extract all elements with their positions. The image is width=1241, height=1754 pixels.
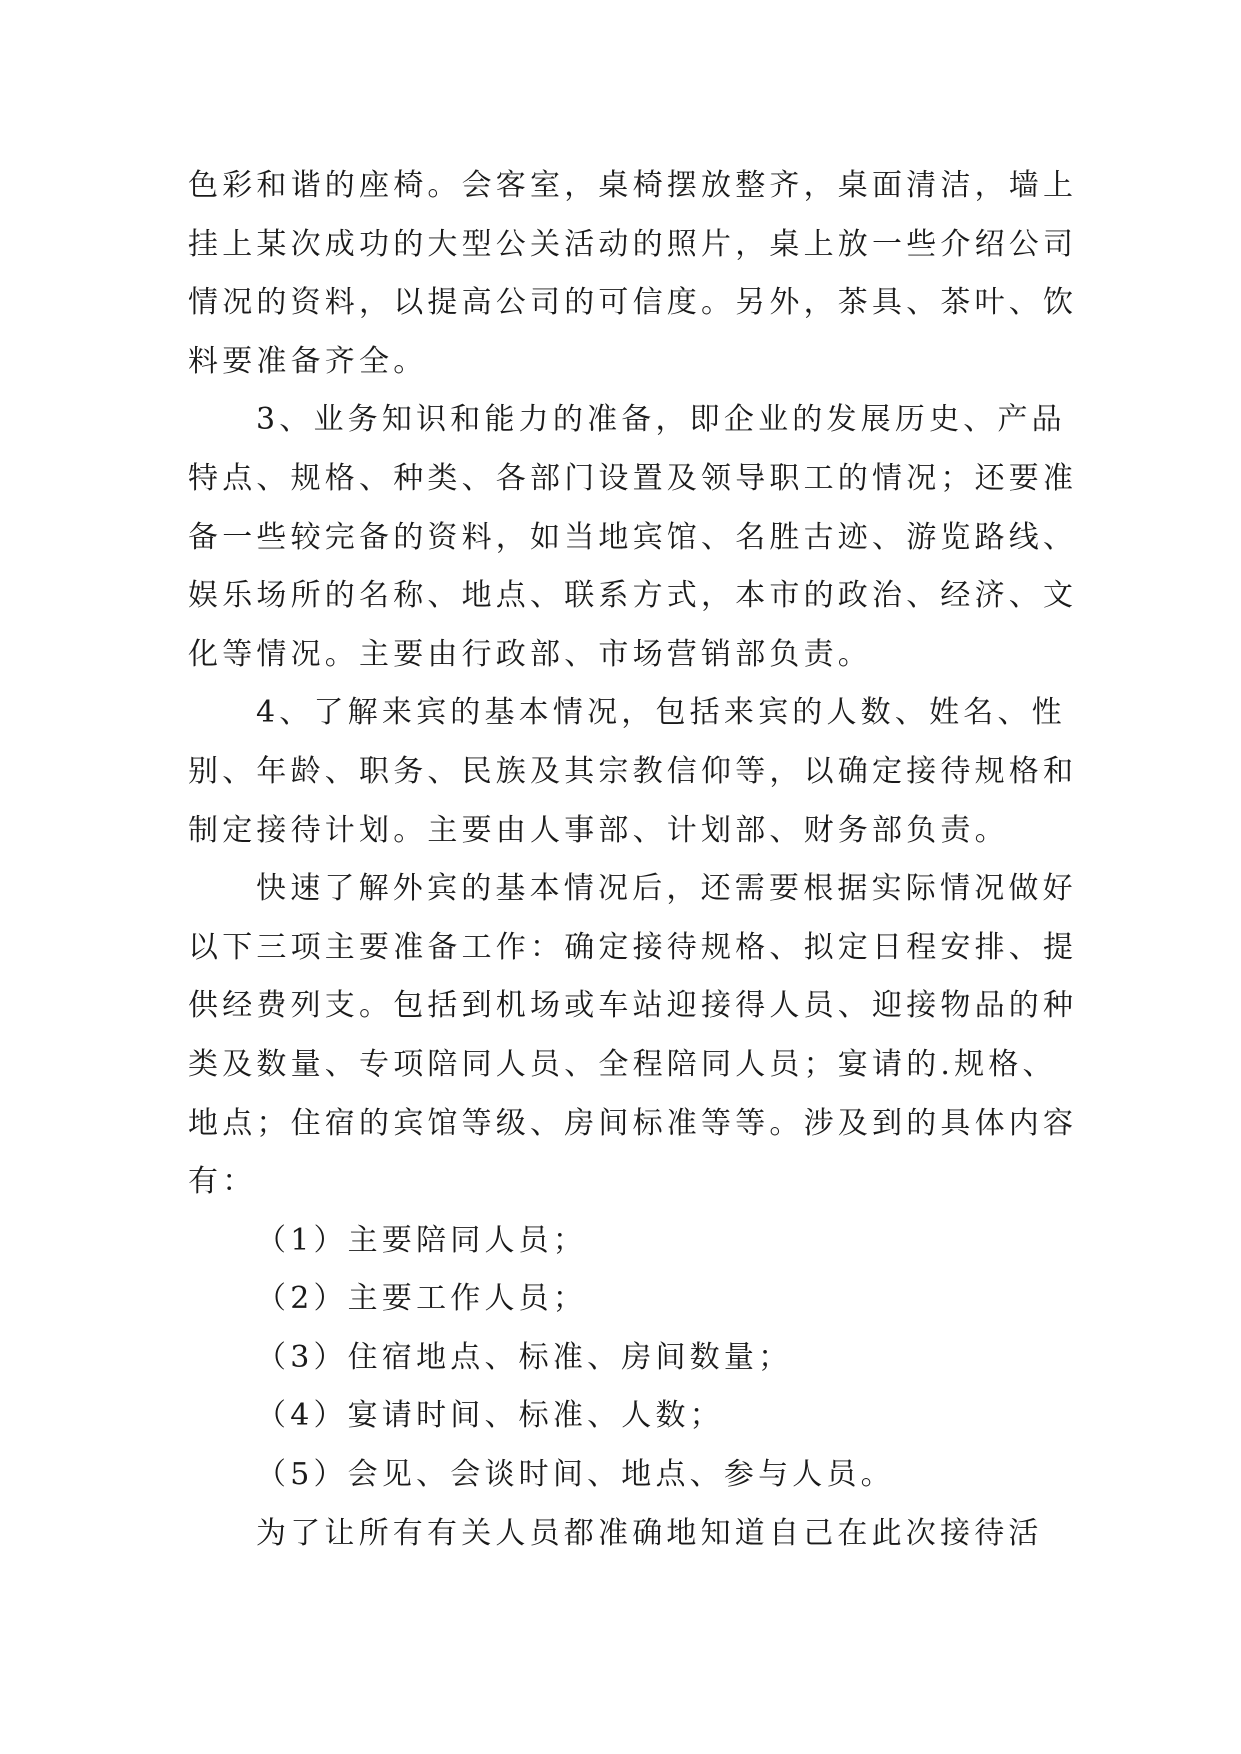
text-line: 为了让所有有关人员都准确地知道自己在此次接待活: [256, 1515, 1043, 1551]
text-line: 别、年龄、职务、民族及其宗教信仰等，以确定接待规格和: [188, 753, 1078, 789]
paragraph-3: [188, 684, 1078, 860]
item-list: [188, 1212, 1048, 1505]
text-line: 特点、规格、种类、各部门设置及领导职工的情况；还要准: [188, 460, 1078, 496]
text-line: 以下三项主要准备工作：确定接待规格、拟定日程安排、提: [188, 929, 1078, 965]
text-line: 快速了解外宾的基本情况后，还需要根据实际情况做好: [256, 871, 1077, 907]
list-item: （4）宴请时间、标准、人数；: [256, 1398, 724, 1434]
text-line: 挂上某次成功的大型公关活动的照片，桌上放一些介绍公司: [188, 226, 1078, 262]
list-item: （1）主要陪同人员；: [256, 1222, 588, 1258]
text-line: 制定接待计划。主要由人事部、计划部、财务部负责。: [188, 812, 1009, 848]
list-item: （5）会见、会谈时间、地点、参与人员。: [256, 1457, 895, 1493]
paragraph-4: [188, 860, 1078, 1212]
text-line: 娱乐场所的名称、地点、联系方式，本市的政治、经济、文: [188, 578, 1078, 614]
text-line: 色彩和谐的座椅。会客室，桌椅摆放整齐，桌面清洁，墙上: [188, 168, 1078, 203]
text-line: 化等情况。主要由行政部、市场营销部负责。: [188, 636, 872, 672]
text-line: 情况的资料，以提高公司的可信度。另外，茶具、茶叶、饮: [188, 285, 1078, 321]
document-body: [188, 157, 1078, 1563]
text-line: 供经费列支。包括到机场或车站迎接得人员、迎接物品的种: [188, 988, 1078, 1024]
text-line: 备一些较完备的资料，如当地宾馆、名胜古迹、游览路线、: [188, 519, 1078, 555]
paragraph-1: [188, 157, 1078, 391]
text-line: 类及数量、专项陪同人员、全程陪同人员；宴请的.规格、: [188, 1046, 1057, 1082]
closing-paragraph: [188, 1505, 1048, 1564]
text-line: 料要准备齐全。: [188, 343, 428, 379]
paragraph-2: [188, 391, 1078, 684]
text-line: 地点；住宿的宾馆等级、房间标准等等。涉及到的具体内容: [188, 1105, 1078, 1141]
text-line: 4、了解来宾的基本情况，包括来宾的人数、姓名、性: [256, 695, 1066, 731]
list-item: （2）主要工作人员；: [256, 1281, 588, 1317]
text-line: 3、业务知识和能力的准备，即企业的发展历史、产品: [256, 402, 1066, 438]
text-line: 有：: [188, 1164, 257, 1200]
list-item: （3）住宿地点、标准、房间数量；: [256, 1339, 793, 1375]
